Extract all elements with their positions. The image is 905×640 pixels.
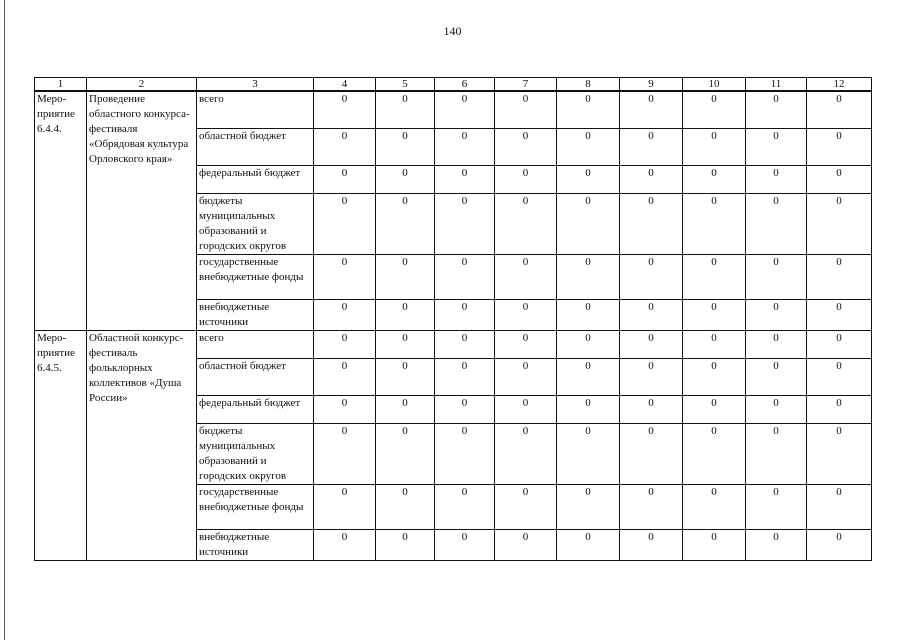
value-cell: 0 bbox=[435, 529, 495, 560]
value-cell: 0 bbox=[557, 254, 620, 299]
value-cell: 0 bbox=[376, 128, 435, 165]
value-cell: 0 bbox=[557, 128, 620, 165]
value-cell: 0 bbox=[683, 91, 746, 128]
value-cell: 0 bbox=[435, 193, 495, 254]
value-cell: 0 bbox=[495, 254, 557, 299]
table-row bbox=[35, 91, 872, 128]
value-cell: 0 bbox=[807, 484, 872, 529]
value-cell: 0 bbox=[495, 395, 557, 423]
value-cell: 0 bbox=[435, 91, 495, 128]
value-cell: 0 bbox=[314, 423, 376, 484]
value-cell: 0 bbox=[683, 484, 746, 529]
value-cell: 0 bbox=[620, 128, 683, 165]
funding-source: бюджеты муниципальных образований и городских округов bbox=[197, 193, 314, 254]
value-cell: 0 bbox=[807, 529, 872, 560]
value-cell: 0 bbox=[314, 358, 376, 395]
value-cell: 0 bbox=[495, 529, 557, 560]
value-cell: 0 bbox=[620, 330, 683, 358]
value-cell: 0 bbox=[620, 395, 683, 423]
value-cell: 0 bbox=[495, 193, 557, 254]
value-cell: 0 bbox=[807, 91, 872, 128]
value-cell: 0 bbox=[683, 128, 746, 165]
value-cell: 0 bbox=[683, 193, 746, 254]
value-cell: 0 bbox=[620, 529, 683, 560]
value-cell: 0 bbox=[314, 484, 376, 529]
table-header bbox=[35, 78, 872, 92]
value-cell: 0 bbox=[683, 254, 746, 299]
funding-source: всего bbox=[197, 330, 314, 358]
value-cell: 0 bbox=[314, 193, 376, 254]
page-left-edge bbox=[4, 0, 5, 640]
value-cell: 0 bbox=[807, 128, 872, 165]
value-cell: 0 bbox=[807, 254, 872, 299]
value-cell: 0 bbox=[314, 165, 376, 193]
value-cell: 0 bbox=[557, 423, 620, 484]
header-col-2: 2 bbox=[87, 78, 197, 92]
value-cell: 0 bbox=[376, 254, 435, 299]
header-row bbox=[35, 78, 872, 92]
value-cell: 0 bbox=[683, 299, 746, 330]
value-cell: 0 bbox=[376, 358, 435, 395]
event-label bbox=[35, 91, 87, 330]
value-cell: 0 bbox=[746, 529, 807, 560]
value-cell: 0 bbox=[557, 330, 620, 358]
funding-source: всего bbox=[197, 91, 314, 128]
value-cell: 0 bbox=[807, 358, 872, 395]
event-label-line: приятие bbox=[37, 346, 75, 359]
value-cell: 0 bbox=[807, 423, 872, 484]
value-cell: 0 bbox=[683, 395, 746, 423]
value-cell: 0 bbox=[314, 128, 376, 165]
value-cell: 0 bbox=[314, 91, 376, 128]
funding-source: областной бюджет bbox=[197, 358, 314, 395]
value-cell: 0 bbox=[376, 299, 435, 330]
value-cell: 0 bbox=[314, 254, 376, 299]
table-row bbox=[35, 330, 872, 358]
header-col-10: 10 bbox=[683, 78, 746, 92]
value-cell: 0 bbox=[746, 330, 807, 358]
value-cell: 0 bbox=[557, 165, 620, 193]
value-cell: 0 bbox=[557, 484, 620, 529]
funding-source: внебюджетные источники bbox=[197, 529, 314, 560]
value-cell: 0 bbox=[495, 91, 557, 128]
value-cell: 0 bbox=[620, 358, 683, 395]
value-cell: 0 bbox=[807, 165, 872, 193]
value-cell: 0 bbox=[620, 299, 683, 330]
value-cell: 0 bbox=[557, 529, 620, 560]
value-cell: 0 bbox=[620, 193, 683, 254]
header-col-7: 7 bbox=[495, 78, 557, 92]
value-cell: 0 bbox=[620, 254, 683, 299]
funding-source: областной бюджет bbox=[197, 128, 314, 165]
header-col-6: 6 bbox=[435, 78, 495, 92]
value-cell: 0 bbox=[746, 193, 807, 254]
value-cell: 0 bbox=[557, 193, 620, 254]
value-cell: 0 bbox=[807, 330, 872, 358]
value-cell: 0 bbox=[495, 165, 557, 193]
value-cell: 0 bbox=[495, 330, 557, 358]
value-cell: 0 bbox=[435, 358, 495, 395]
value-cell: 0 bbox=[495, 484, 557, 529]
header-col-12: 12 bbox=[807, 78, 872, 92]
value-cell: 0 bbox=[746, 395, 807, 423]
value-cell: 0 bbox=[435, 330, 495, 358]
value-cell: 0 bbox=[376, 165, 435, 193]
value-cell: 0 bbox=[314, 395, 376, 423]
funding-source: государственные внебюджетные фонды bbox=[197, 484, 314, 529]
funding-source: государственные внебюджетные фонды bbox=[197, 254, 314, 299]
value-cell: 0 bbox=[435, 165, 495, 193]
value-cell: 0 bbox=[557, 395, 620, 423]
value-cell: 0 bbox=[746, 358, 807, 395]
funding-source: внебюджетные источники bbox=[197, 299, 314, 330]
value-cell: 0 bbox=[683, 529, 746, 560]
value-cell: 0 bbox=[746, 91, 807, 128]
header-col-11: 11 bbox=[746, 78, 807, 92]
value-cell: 0 bbox=[435, 128, 495, 165]
funding-source: федеральный бюджет bbox=[197, 395, 314, 423]
value-cell: 0 bbox=[620, 91, 683, 128]
value-cell: 0 bbox=[746, 128, 807, 165]
value-cell: 0 bbox=[683, 423, 746, 484]
value-cell: 0 bbox=[435, 423, 495, 484]
value-cell: 0 bbox=[557, 358, 620, 395]
value-cell: 0 bbox=[557, 91, 620, 128]
value-cell: 0 bbox=[746, 423, 807, 484]
value-cell: 0 bbox=[376, 484, 435, 529]
event-label-line: Меро- bbox=[37, 93, 67, 105]
event-label-line: 6.4.4. bbox=[37, 123, 62, 135]
value-cell: 0 bbox=[376, 91, 435, 128]
page-number: 140 bbox=[443, 24, 462, 38]
value-cell: 0 bbox=[746, 165, 807, 193]
value-cell: 0 bbox=[376, 423, 435, 484]
value-cell: 0 bbox=[495, 358, 557, 395]
value-cell: 0 bbox=[435, 395, 495, 423]
value-cell: 0 bbox=[620, 423, 683, 484]
value-cell: 0 bbox=[683, 330, 746, 358]
event-label-line: Меро- bbox=[37, 331, 67, 344]
budget-table bbox=[34, 77, 872, 561]
value-cell: 0 bbox=[376, 330, 435, 358]
funding-source: федеральный бюджет bbox=[197, 165, 314, 193]
value-cell: 0 bbox=[620, 484, 683, 529]
event-label-line: 6.4.5. bbox=[37, 361, 62, 374]
funding-source: бюджеты муниципальных образований и городских округов bbox=[197, 423, 314, 484]
event-description: Областной конкурс-фестиваль фольклорных коллективов «Душа России» bbox=[87, 330, 197, 560]
value-cell: 0 bbox=[495, 299, 557, 330]
event-description: Проведение областного конкурса-фестиваля «Обрядовая культура Орловского края» bbox=[87, 91, 197, 330]
table-body bbox=[35, 91, 872, 560]
header-col-8: 8 bbox=[557, 78, 620, 92]
value-cell: 0 bbox=[746, 484, 807, 529]
header-col-9: 9 bbox=[620, 78, 683, 92]
value-cell: 0 bbox=[376, 193, 435, 254]
value-cell: 0 bbox=[620, 165, 683, 193]
value-cell: 0 bbox=[435, 254, 495, 299]
value-cell: 0 bbox=[807, 395, 872, 423]
value-cell: 0 bbox=[495, 423, 557, 484]
value-cell: 0 bbox=[495, 128, 557, 165]
event-label-line: приятие bbox=[37, 108, 75, 120]
value-cell: 0 bbox=[376, 529, 435, 560]
value-cell: 0 bbox=[314, 330, 376, 358]
value-cell: 0 bbox=[746, 299, 807, 330]
value-cell: 0 bbox=[807, 299, 872, 330]
value-cell: 0 bbox=[314, 299, 376, 330]
event-label bbox=[35, 330, 87, 560]
header-col-1: 1 bbox=[35, 78, 87, 92]
value-cell: 0 bbox=[683, 358, 746, 395]
value-cell: 0 bbox=[376, 395, 435, 423]
value-cell: 0 bbox=[435, 299, 495, 330]
value-cell: 0 bbox=[807, 193, 872, 254]
value-cell: 0 bbox=[314, 529, 376, 560]
header-col-5: 5 bbox=[376, 78, 435, 92]
header-col-4: 4 bbox=[314, 78, 376, 92]
value-cell: 0 bbox=[435, 484, 495, 529]
value-cell: 0 bbox=[683, 165, 746, 193]
value-cell: 0 bbox=[557, 299, 620, 330]
value-cell: 0 bbox=[746, 254, 807, 299]
header-col-3: 3 bbox=[197, 78, 314, 92]
